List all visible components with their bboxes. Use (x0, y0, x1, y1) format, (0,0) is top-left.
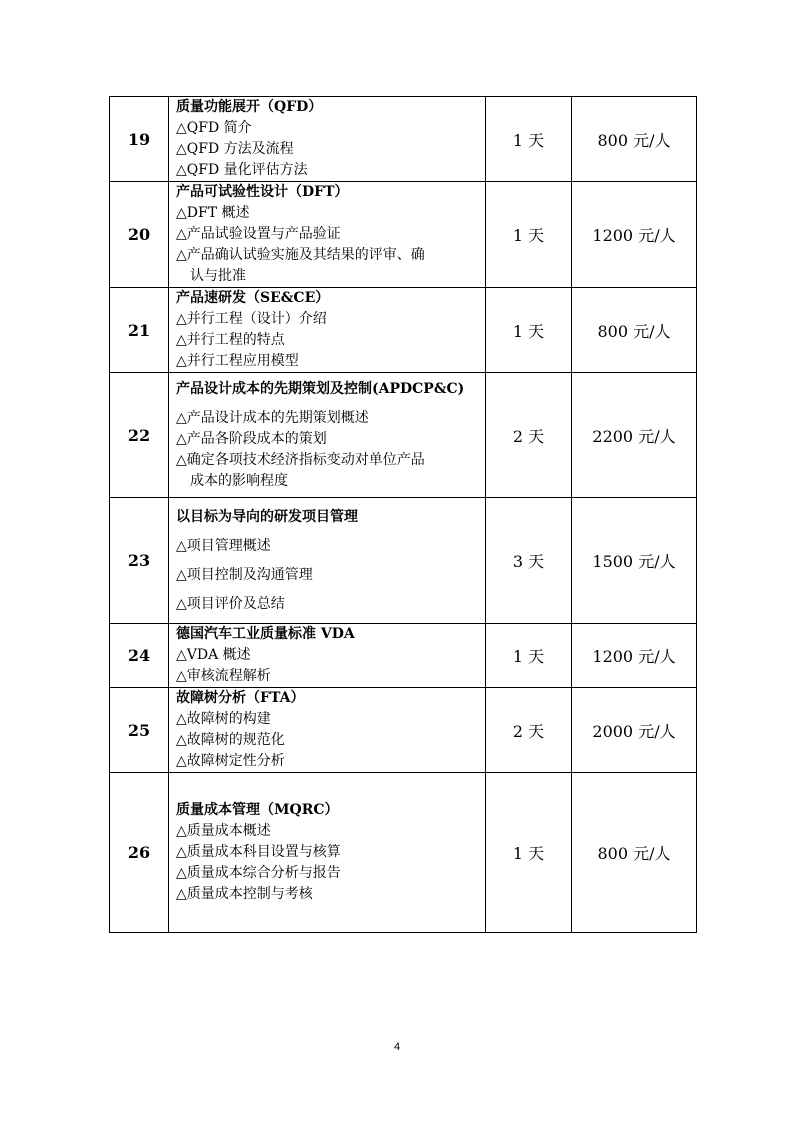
course-table (109, 96, 697, 933)
course-duration: 1 天 (486, 97, 572, 182)
course-topic: △并行工程（设计）介绍 (176, 311, 327, 327)
course-topic: △QFD 量化评估方法 (176, 162, 308, 178)
course-price: 800 元/人 (572, 97, 697, 182)
course-content (169, 498, 486, 624)
course-topic: △审核流程解析 (176, 668, 271, 684)
course-topic: △项目控制及沟通管理 (176, 566, 313, 583)
course-topic: △故障树定性分析 (176, 753, 285, 769)
course-price: 800 元/人 (572, 773, 697, 933)
course-duration: 3 天 (486, 498, 572, 624)
course-title: 质量功能展开（QFD） (176, 99, 323, 115)
course-price: 800 元/人 (572, 288, 697, 373)
table-row (110, 97, 697, 182)
course-topic: △质量成本综合分析与报告 (176, 865, 341, 881)
table-row (110, 288, 697, 373)
course-topic: △质量成本概述 (176, 823, 271, 839)
course-duration: 1 天 (486, 182, 572, 288)
course-topic: 认与批准 (190, 268, 246, 284)
course-content (169, 288, 486, 373)
course-number: 24 (110, 624, 169, 688)
course-topic: △产品各阶段成本的策划 (176, 430, 327, 447)
course-duration: 1 天 (486, 773, 572, 933)
page-number: 4 (393, 1041, 401, 1053)
course-content (169, 624, 486, 688)
course-number: 25 (110, 688, 169, 773)
table-row (110, 688, 697, 773)
course-price: 2200 元/人 (572, 373, 697, 498)
course-topic: △故障树的规范化 (176, 732, 285, 748)
course-content (169, 182, 486, 288)
course-title: 质量成本管理（MQRC） (176, 802, 339, 818)
course-number: 19 (110, 97, 169, 182)
table-row (110, 182, 697, 288)
course-topic: △产品试验设置与产品验证 (176, 226, 341, 242)
course-duration: 2 天 (486, 688, 572, 773)
course-topic: △并行工程应用模型 (176, 353, 299, 369)
course-topic: △项目管理概述 (176, 537, 271, 554)
course-price: 2000 元/人 (572, 688, 697, 773)
course-title: 故障树分析（FTA） (176, 690, 305, 706)
course-number: 26 (110, 773, 169, 933)
course-number: 22 (110, 373, 169, 498)
course-title: 产品设计成本的先期策划及控制(APDCP&C) (176, 380, 465, 397)
course-price: 1200 元/人 (572, 624, 697, 688)
course-topic: △DFT 概述 (176, 205, 250, 221)
course-topic: △质量成本控制与考核 (176, 886, 313, 902)
course-duration: 2 天 (486, 373, 572, 498)
course-title: 以目标为导向的研发项目管理 (176, 508, 358, 525)
course-number: 23 (110, 498, 169, 624)
table-row (110, 773, 697, 933)
course-topic: △QFD 方法及流程 (176, 141, 294, 157)
course-content (169, 688, 486, 773)
course-topic: △并行工程的特点 (176, 332, 285, 348)
course-topic: △VDA 概述 (176, 647, 251, 663)
course-topic: △QFD 简介 (176, 120, 252, 136)
course-topic: △项目评价及总结 (176, 595, 285, 612)
table-row (110, 498, 697, 624)
course-content (169, 773, 486, 933)
course-title: 德国汽车工业质量标准 VDA (176, 626, 355, 642)
course-price: 1500 元/人 (572, 498, 697, 624)
course-duration: 1 天 (486, 288, 572, 373)
course-topic: △故障树的构建 (176, 711, 271, 727)
course-title: 产品可试验性设计（DFT） (176, 184, 349, 200)
table-row (110, 624, 697, 688)
course-topic: △产品确认试验实施及其结果的评审、确 (176, 247, 425, 263)
course-topic: △产品设计成本的先期策划概述 (176, 409, 369, 426)
course-price: 1200 元/人 (572, 182, 697, 288)
course-topic: △确定各项技术经济指标变动对单位产品 (176, 451, 425, 468)
course-number: 21 (110, 288, 169, 373)
course-content (169, 373, 486, 498)
course-topic: △质量成本科目设置与核算 (176, 844, 341, 860)
course-title: 产品速研发（SE&CE） (176, 290, 330, 306)
course-number: 20 (110, 182, 169, 288)
course-topic: 成本的影响程度 (190, 472, 288, 489)
table-row (110, 373, 697, 498)
course-content (169, 97, 486, 182)
course-duration: 1 天 (486, 624, 572, 688)
